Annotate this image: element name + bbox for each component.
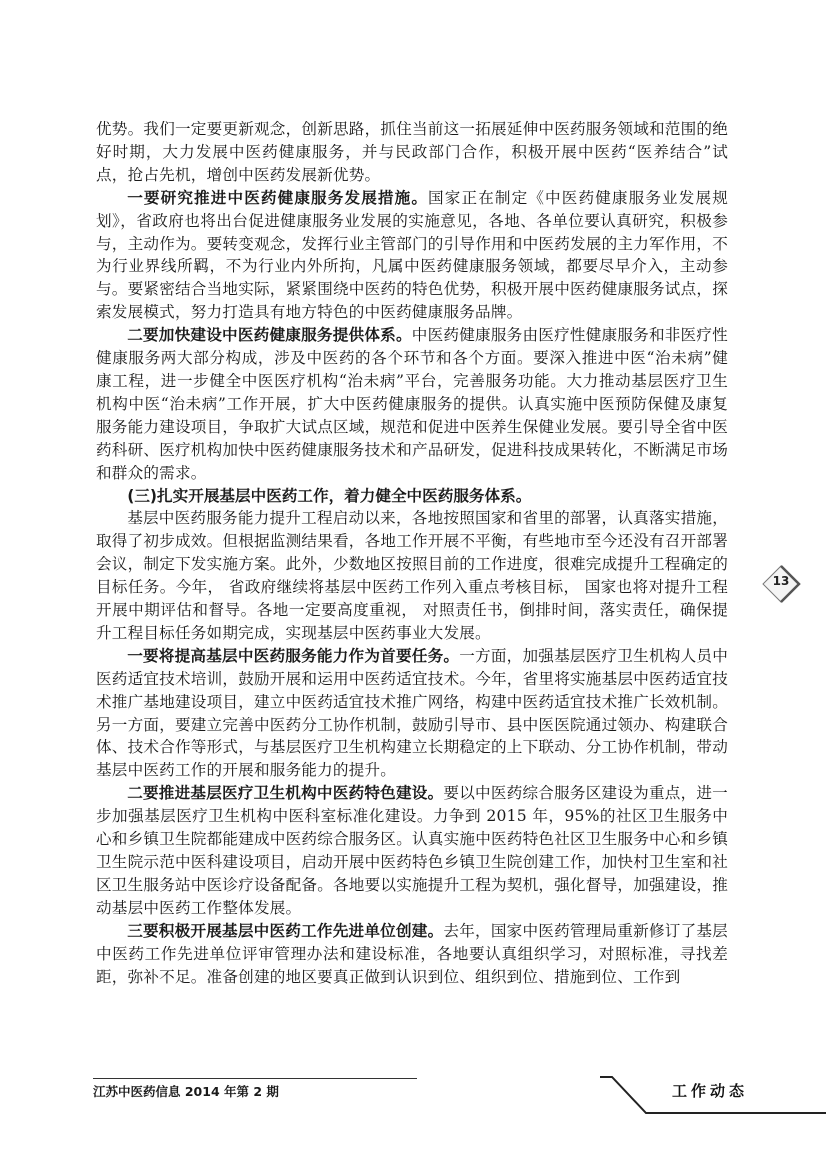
section-heading: (三)扎实开展基层中医药工作，着力健全中医药服务体系。: [127, 486, 532, 505]
paragraph-5: [96, 645, 728, 782]
article-body: [96, 118, 728, 988]
paragraph-6: [96, 782, 728, 919]
paragraph-text: 国家正在制定《中医药健康服务业发展规划》，省政府也将出台促进健康服务业发展的实施意见，各地、各单位要认真研究，积极参与，主动作为。要转变观念，发挥行业主管部门的引导作用和中医药发展的主力军作用，不为行业界线所羁，不为行业内外所拘，凡属中医药健康服务领域，都要尽早介入，主动参与。要紧密结合当地实际，紧紧围绕中医药的特色优势，积极开展中医药健康服务试点，探索发展模式，努力打造具有地方特色的中医药健康服务品牌。: [96, 188, 728, 322]
paragraph-text: 去年，国家中医药管理局重新修订了基层中医药工作先进单位评审管理办法和建设标准，各地要认真组织学习，对照标准，寻找差距，弥补不足。准备创建的地区要真正做到认识到位、组织到位、措施到位、工作到: [96, 921, 728, 986]
paragraph-text: 基层中医药服务能力提升工程启动以来，各地按照国家和省里的部署，认真落实措施，取得了初步成效。但根据监测结果看，各地工作开展不平衡，有些地市至今还没有召开部署会议，制定下发实施方案。此外，少数地区按照目前的工作进度，很难完成提升工程确定的目标任务。今年， 省政府继续将基层中医药工作列入重点考核目标， 国家也将对提升工程开展中期评估和督导。各地一定要高度重视， 对照责任书，倒排时间，落实责任，确保提升工程目标任务如期完成，实现基层中医药事业大发展。: [96, 509, 728, 642]
footer-section: 工作动态: [672, 1082, 749, 1100]
paragraph-lead: 二要推进基层医疗卫生机构中医药特色建设。: [127, 784, 444, 803]
paragraph-7: [96, 920, 728, 989]
paragraph-text: 优势。我们一定要更新观念，创新思路，抓住当前这一拓展延伸中医药服务领域和范围的绝好时期，大力发展中医药健康服务，并与民政部门合作，积极开展中医药“医养结合”试点，抢占先机，增创中医药发展新优势。: [96, 120, 728, 184]
paragraph-lead: 一要研究推进中医药健康服务发展措施。: [127, 188, 429, 207]
paragraph-lead: 三要积极开展基层中医药工作先进单位创建。: [127, 921, 444, 940]
paragraph-lead: 一要将提高基层中医药服务能力作为首要任务。: [127, 646, 460, 665]
paragraph-2: [96, 187, 728, 324]
footer-journal: 江苏中医药信息 2014 年第 2 期: [93, 1078, 417, 1100]
paragraph-text: 要以中医药综合服务区建设为重点，进一步加强基层医疗卫生机构中医科室标准化建设。力争到 2015 年，95%的社区卫生服务中心和乡镇卫生院都能建成中医药综合服务区。认真实施中医药特色社区卫生服务中心和乡镇卫生院示范中医科建设项目，启动开展中医药特色乡镇卫生院创建工作，加快村卫生室和社区卫生服务站中医诊疗设备配备。各地要以实施提升工程为契机，强化督导，加强建设，推动基层中医药工作整体发展。: [96, 784, 728, 917]
paragraph-4: [96, 507, 728, 644]
paragraph-3: [96, 324, 728, 484]
page-number: 13: [772, 574, 790, 588]
paragraph-text: 中医药健康服务由医疗性健康服务和非医疗性健康服务两大部分构成，涉及中医药的各个环节和各个方面。要深入推进中医“治未病”健康工程，进一步健全中医医疗机构“治未病”平台，完善服务功能。大力推动基层医疗卫生机构中医“治未病”工作开展，扩大中医药健康服务的提供。认真实施中医预防保健及康复服务能力建设项目，争取扩大试点区域，规范和促进中医养生保健业发展。要引导全省中医药科研、医疗机构加快中医药健康服务技术和产品研发，促进科技成果转化，不断满足市场和群众的需求。: [96, 326, 728, 482]
paragraph-text: 一方面，加强基层医疗卫生机构人员中医药适宜技术培训，鼓励开展和运用中医药适宜技术。今年，省里将实施基层中医药适宜技术推广基地建设项目，建立中医药适宜技术推广网络，构建中医药适宜技术推广长效机制。另一方面，要建立完善中医药分工协作机制，鼓励引导市、县中医医院通过领办、构建联合体、技术合作等形式，与基层医疗卫生机构建立长期稳定的上下联动、分工协作机制，带动基层中医药工作的开展和服务能力的提升。: [96, 646, 729, 780]
paragraph-lead: 二要加快建设中医药健康服务提供体系。: [127, 326, 412, 345]
page-number-badge: [760, 563, 802, 605]
paragraph-1: [96, 118, 728, 187]
